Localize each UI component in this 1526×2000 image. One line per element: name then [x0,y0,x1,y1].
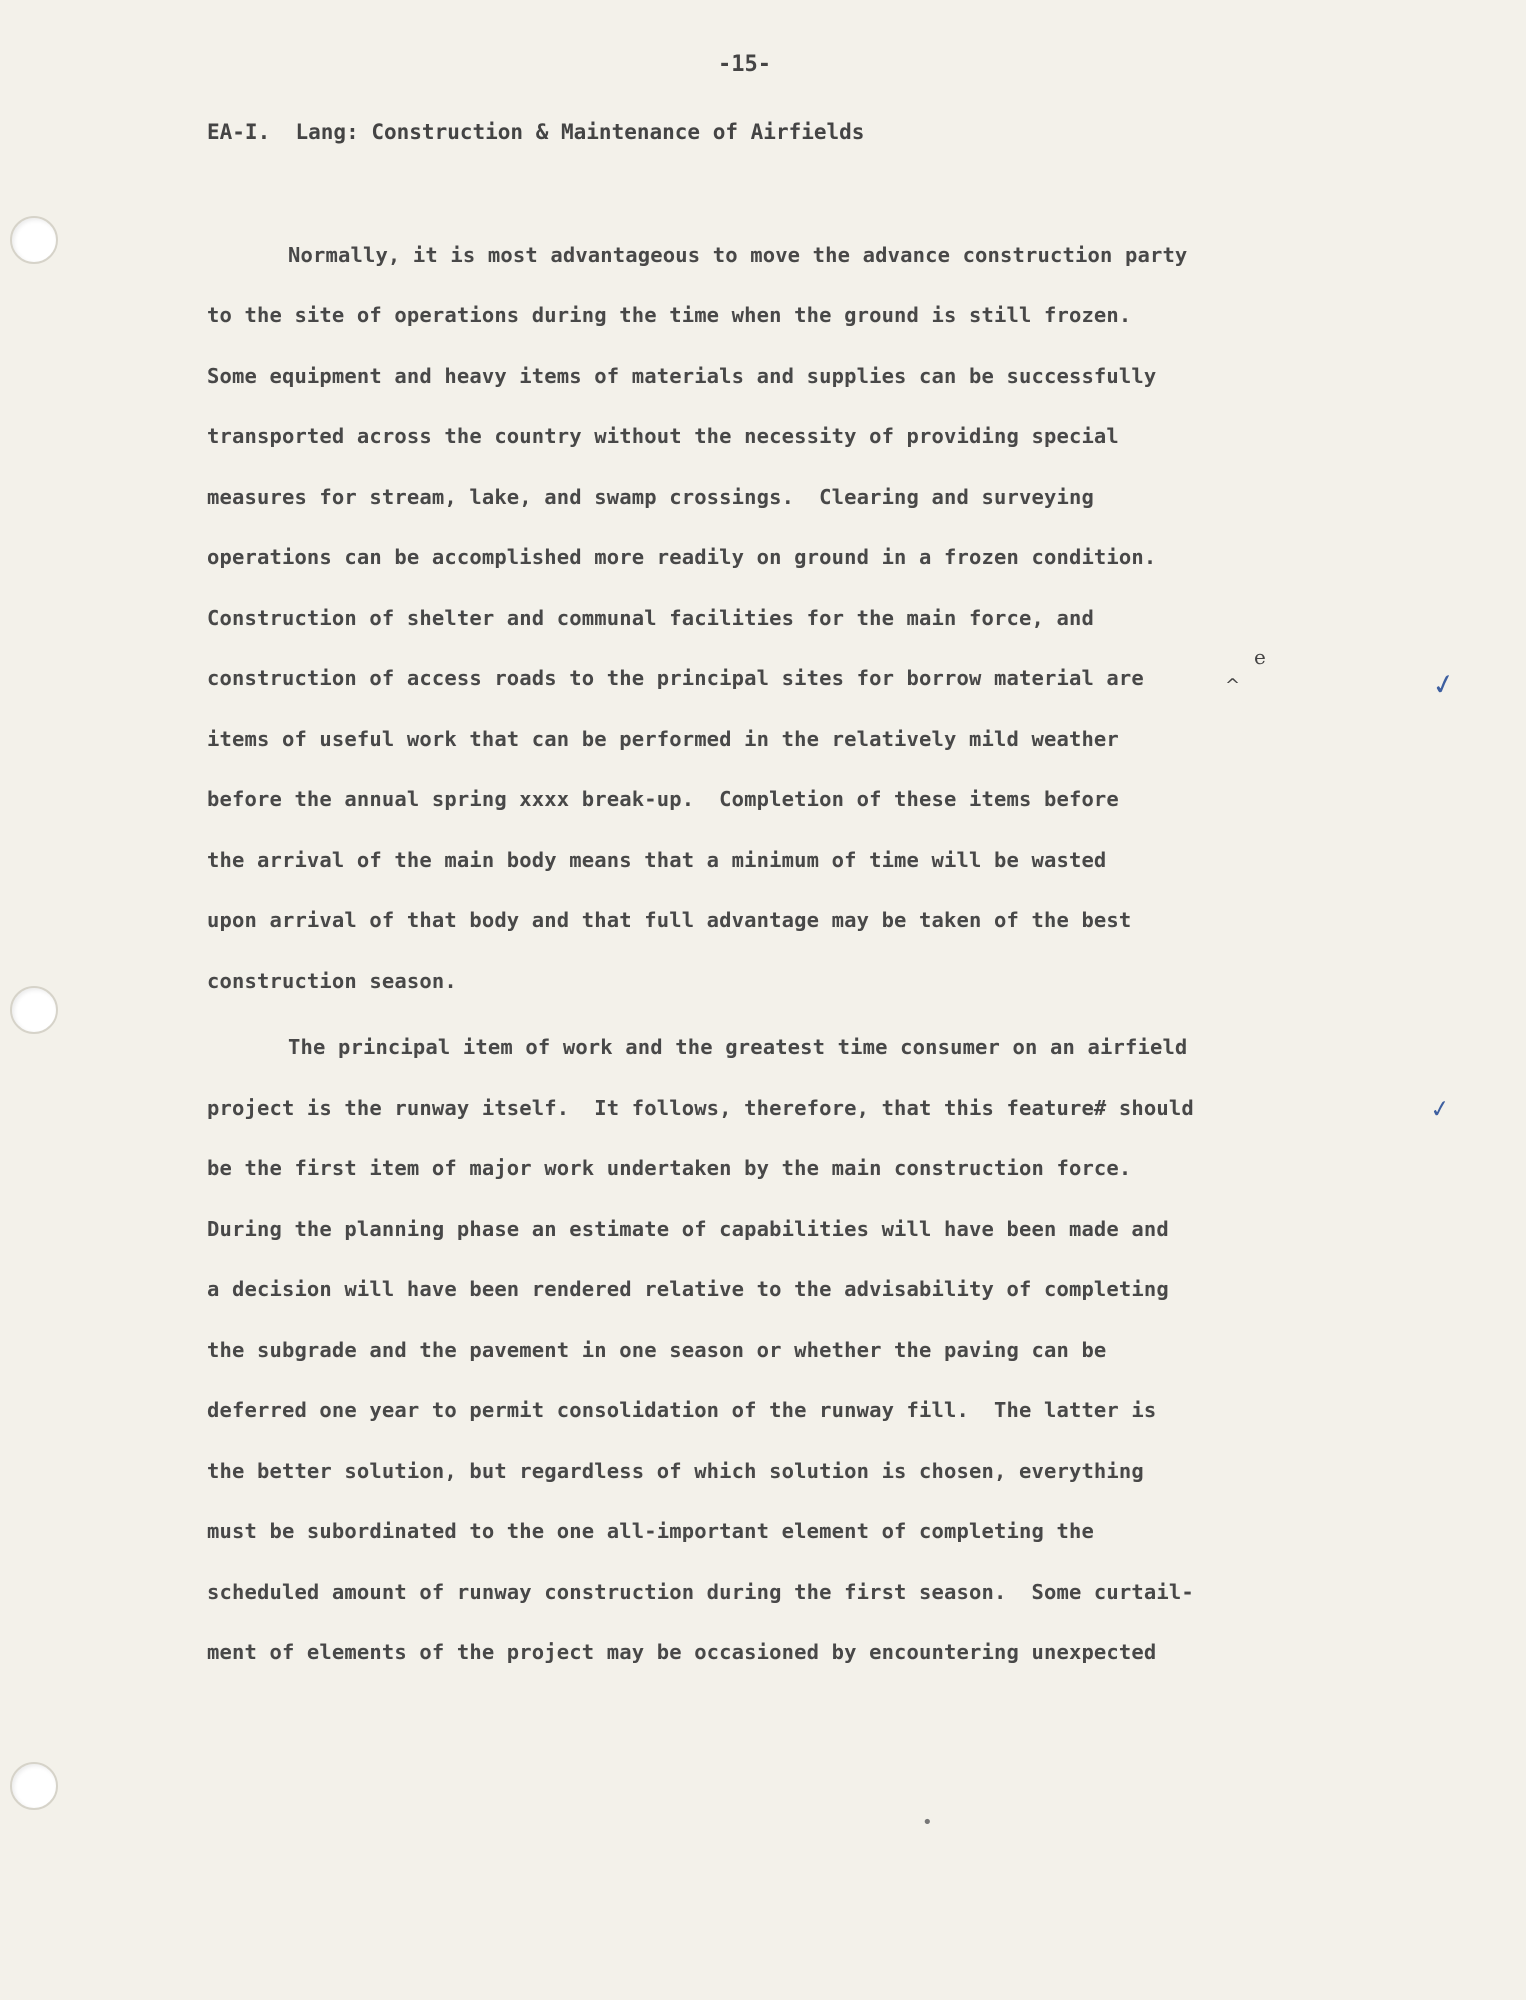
paragraph-2-line: The principal item of work and the greatest time consumer on an airfield [288,1035,1188,1059]
paragraph-2-line: deferred one year to permit consolidation of the runway fill. The latter is [207,1398,1157,1422]
check-mark-icon: ✓ [1428,665,1459,704]
document-header: EA-I. Lang: Construction & Maintenance of Airfields [207,120,865,144]
paragraph-1-line: transported across the country without the necessity of providing special [207,424,1119,448]
paragraph-2-line: must be subordinated to the one all-important element of completing the [207,1519,1094,1543]
insertion-caret-mark: ^ [1225,675,1241,696]
check-mark-icon: ✓ [1428,1093,1452,1125]
paragraph-2-line: the subgrade and the pavement in one season or whether the paving can be [207,1338,1107,1362]
paragraph-1-line: Normally, it is most advantageous to move the advance construction party [288,243,1188,267]
paragraph-1-line: construction season. [207,969,457,993]
paragraph-1-line: the arrival of the main body means that a minimum of time will be wasted [207,848,1107,872]
paragraph-1-line: measures for stream, lake, and swamp crossings. Clearing and surveying [207,485,1094,509]
paragraph-2-line: ment of elements of the project may be occasioned by encountering unexpected [207,1640,1157,1664]
stray-mark: • [922,1812,933,1833]
paragraph-1-line: Construction of shelter and communal facilities for the main force, and [207,606,1094,630]
paragraph-2-line: scheduled amount of runway construction during the first season. Some curtail- [207,1580,1194,1604]
paragraph-2-line: project is the runway itself. It follows, therefore, that this feature# should [207,1096,1194,1120]
paragraph-1-line: upon arrival of that body and that full advantage may be taken of the best [207,908,1132,932]
paragraph-1-line: Some equipment and heavy items of materials and supplies can be successfully [207,364,1157,388]
paragraph-1-line: items of useful work that can be performed in the relatively mild weather [207,727,1119,751]
paragraph-1-line: operations can be accomplished more readily on ground in a frozen condition. [207,545,1157,569]
paragraph-2-line: be the first item of major work undertaken by the main construction force. [207,1156,1132,1180]
paragraph-1-line: before the annual spring xxxx break-up. Completion of these items before [207,787,1119,811]
punch-hole-middle [10,986,58,1034]
paragraph-1-line: construction of access roads to the principal sites for borrow material are [207,666,1144,690]
paragraph-2-line: a decision will have been rendered relative to the advisability of completing [207,1277,1169,1301]
punch-hole-top [10,216,58,264]
paragraph-2-line: During the planning phase an estimate of capabilities will have been made and [207,1217,1169,1241]
punch-hole-bottom [10,1762,58,1810]
paragraph-1-line: to the site of operations during the time when the ground is still frozen. [207,303,1132,327]
page-number: -15- [718,52,771,77]
handwritten-insert-letter: e [1254,645,1266,669]
paragraph-2-line: the better solution, but regardless of which solution is chosen, everything [207,1459,1144,1483]
